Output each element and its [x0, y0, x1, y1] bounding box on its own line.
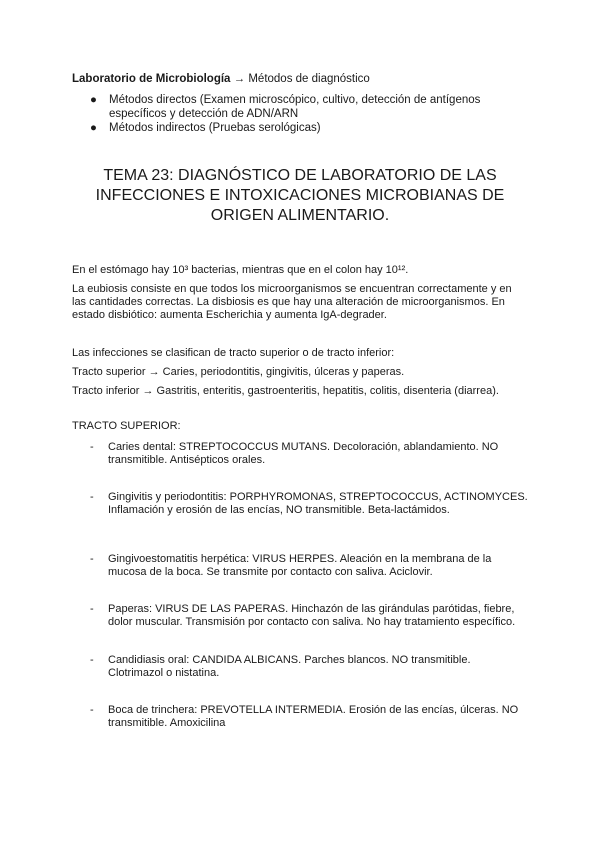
list-item: [72, 553, 528, 579]
list-item-text: Gingivitis y periodontitis: PORPHYROMONAS, STREPTOCOCCUS, ACTINOMYCES. Inflamación y erosión de las encías, NO transmitible. Beta-lactámidos.: [108, 491, 528, 516]
classification-paragraph: Las infecciones se clasifican de tracto superior o de tracto inferior:: [72, 347, 395, 359]
list-item-text: Boca de trinchera: PREVOTELLA INTERMEDIA. Erosión de las encías, úlceras. NO transmitible. Amoxicilina: [108, 704, 519, 729]
list-item: [72, 93, 532, 121]
dash-icon: -: [90, 441, 94, 453]
list-item-text: Gingivoestomatitis herpética: VIRUS HERPES. Aleación en la membrana de la mucosa de la boca. Se transmite por contacto con saliva. Aciclovir.: [108, 553, 492, 578]
stomach-paragraph: En el estómago hay 10³ bacterias, mientras que en el colon hay 10¹².: [72, 264, 409, 276]
list-item: [72, 491, 528, 517]
list-item-text: Paperas: VIRUS DE LAS PAPERAS. Hinchazón de las girándulas parótidas, fiebre, dolor muscular. Transmisión por contacto con saliva. No hay tratamiento específico.: [108, 603, 516, 628]
upper-tract-heading: TRACTO SUPERIOR:: [72, 420, 181, 432]
upper-tract-line: Tracto superior → Caries, periodontitis, gingivitis, úlceras y paperas.: [72, 366, 405, 378]
list-item-text: Métodos indirectos (Pruebas serológicas): [109, 122, 321, 134]
list-item: [72, 603, 528, 629]
list-item-text: Candidiasis oral: CANDIDA ALBICANS. Parches blancos. NO transmitible. Clotrimazol o nistatina.: [108, 654, 471, 679]
dash-icon: -: [90, 491, 94, 503]
header-subject: Laboratorio de Microbiología: [72, 73, 231, 85]
list-item: [72, 654, 528, 680]
topic-title: TEMA 23: DIAGNÓSTICO DE LABORATORIO DE LAS INFECCIONES E INTOXICACIONES MICROBIANAS DE ORIGEN ALIMENTARIO.: [95, 167, 505, 224]
dash-icon: -: [90, 603, 94, 615]
list-item: [72, 441, 528, 467]
methods-list: [72, 93, 532, 135]
section-header: [72, 72, 532, 86]
list-item: [72, 704, 528, 730]
bullet-icon: ●: [90, 94, 97, 106]
list-item-text: Caries dental: STREPTOCOCCUS MUTANS. Decoloración, ablandamiento. NO transmitible. Antisépticos orales.: [108, 441, 499, 466]
list-item: [72, 121, 532, 135]
list-item-text: Métodos directos (Examen microscópico, cultivo, detección de antígenos específicos y detección de ADN/ARN: [109, 94, 481, 120]
header-topic: → Métodos de diagnóstico: [230, 73, 370, 85]
lower-tract-line: Tracto inferior → Gastritis, enteritis, gastroenteritis, hepatitis, colitis, disenteria (diarrea).: [72, 385, 499, 397]
dash-icon: -: [90, 704, 94, 716]
eubiosis-paragraph: La eubiosis consiste en que todos los microorganismos se encuentran correctamente y en las cantidades correctas. La disbiosis es que hay una alteración de microorganismos. En estado disbiótico: aumenta Escherichia y aumenta IgA-degrader.: [72, 283, 512, 321]
dash-icon: -: [90, 553, 94, 565]
bullet-icon: ●: [90, 122, 97, 134]
dash-icon: -: [90, 654, 94, 666]
